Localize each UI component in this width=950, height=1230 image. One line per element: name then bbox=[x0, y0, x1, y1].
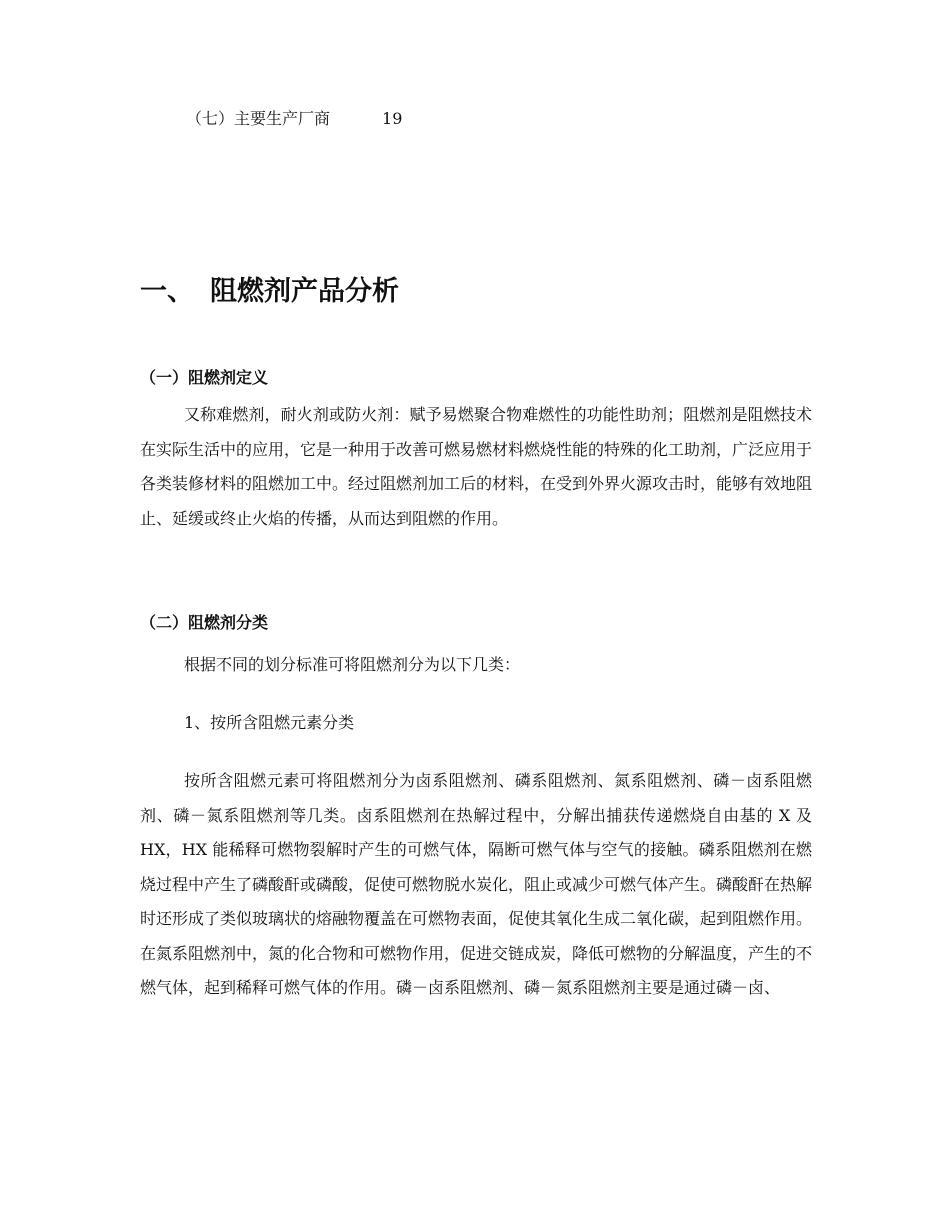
classification-intro: 根据不同的划分标准可将阻燃剂分为以下几类： bbox=[184, 655, 521, 674]
section-title: 阻燃剂产品分析 bbox=[210, 276, 399, 307]
subsection-heading-classification: （二）阻燃剂分类 bbox=[140, 613, 269, 632]
classification-item-paragraph: 按所含阻燃元素可将阻燃剂分为卤系阻燃剂、磷系阻燃剂、氮系阻燃剂、磷－卤系阻燃剂、磷－氮系阻燃剂等几类。卤系阻燃剂在热解过程中，分解出捕获传递燃烧自由基的 X 及 HX，HX 能稀释可燃物裂解时产生的可燃气体，隔断可燃气体与空气的接触。磷系阻燃剂在燃烧过程中产生了磷酸酐或磷酸，促使可燃物脱水炭化，阻止或减少可燃气体产生。磷酸酐在热解时还形成了类似玻璃状的熔融物覆盖在可燃物表面，促使其氧化生成二氧化碳，起到阻燃作用。在氮系阻燃剂中，氮的化合物和可燃物作用，促进交链成炭，降低可燃物的分解温度，产生的不燃气体，起到稀释可燃气体的作用。磷－卤系阻燃剂、磷－氮系阻燃剂主要是通过磷－卤、 bbox=[140, 771, 813, 997]
section-number: 一、 bbox=[140, 276, 194, 307]
toc-entry-label: （七）主要生产厂商 bbox=[186, 109, 331, 128]
classification-item-heading: 1、按所含阻燃元素分类 bbox=[184, 713, 355, 732]
section-heading bbox=[140, 272, 399, 312]
toc-entry-page: 19 bbox=[382, 109, 403, 128]
toc-entry bbox=[186, 108, 402, 130]
subsection-heading-definition: （一）阻燃剂定义 bbox=[140, 368, 269, 387]
definition-paragraph: 又称难燃剂，耐火剂或防火剂：赋予易燃聚合物难燃性的功能性助剂；阻燃剂是阻燃技术在实际生活中的应用，它是一种用于改善可燃易燃材料燃烧性能的特殊的化工助剂，广泛应用于各类装修材料的阻燃加工中。经过阻燃剂加工后的材料，在受到外界火源攻击时，能够有效地阻止、延缓或终止火焰的传播，从而达到阻燃的作用。 bbox=[140, 405, 813, 528]
